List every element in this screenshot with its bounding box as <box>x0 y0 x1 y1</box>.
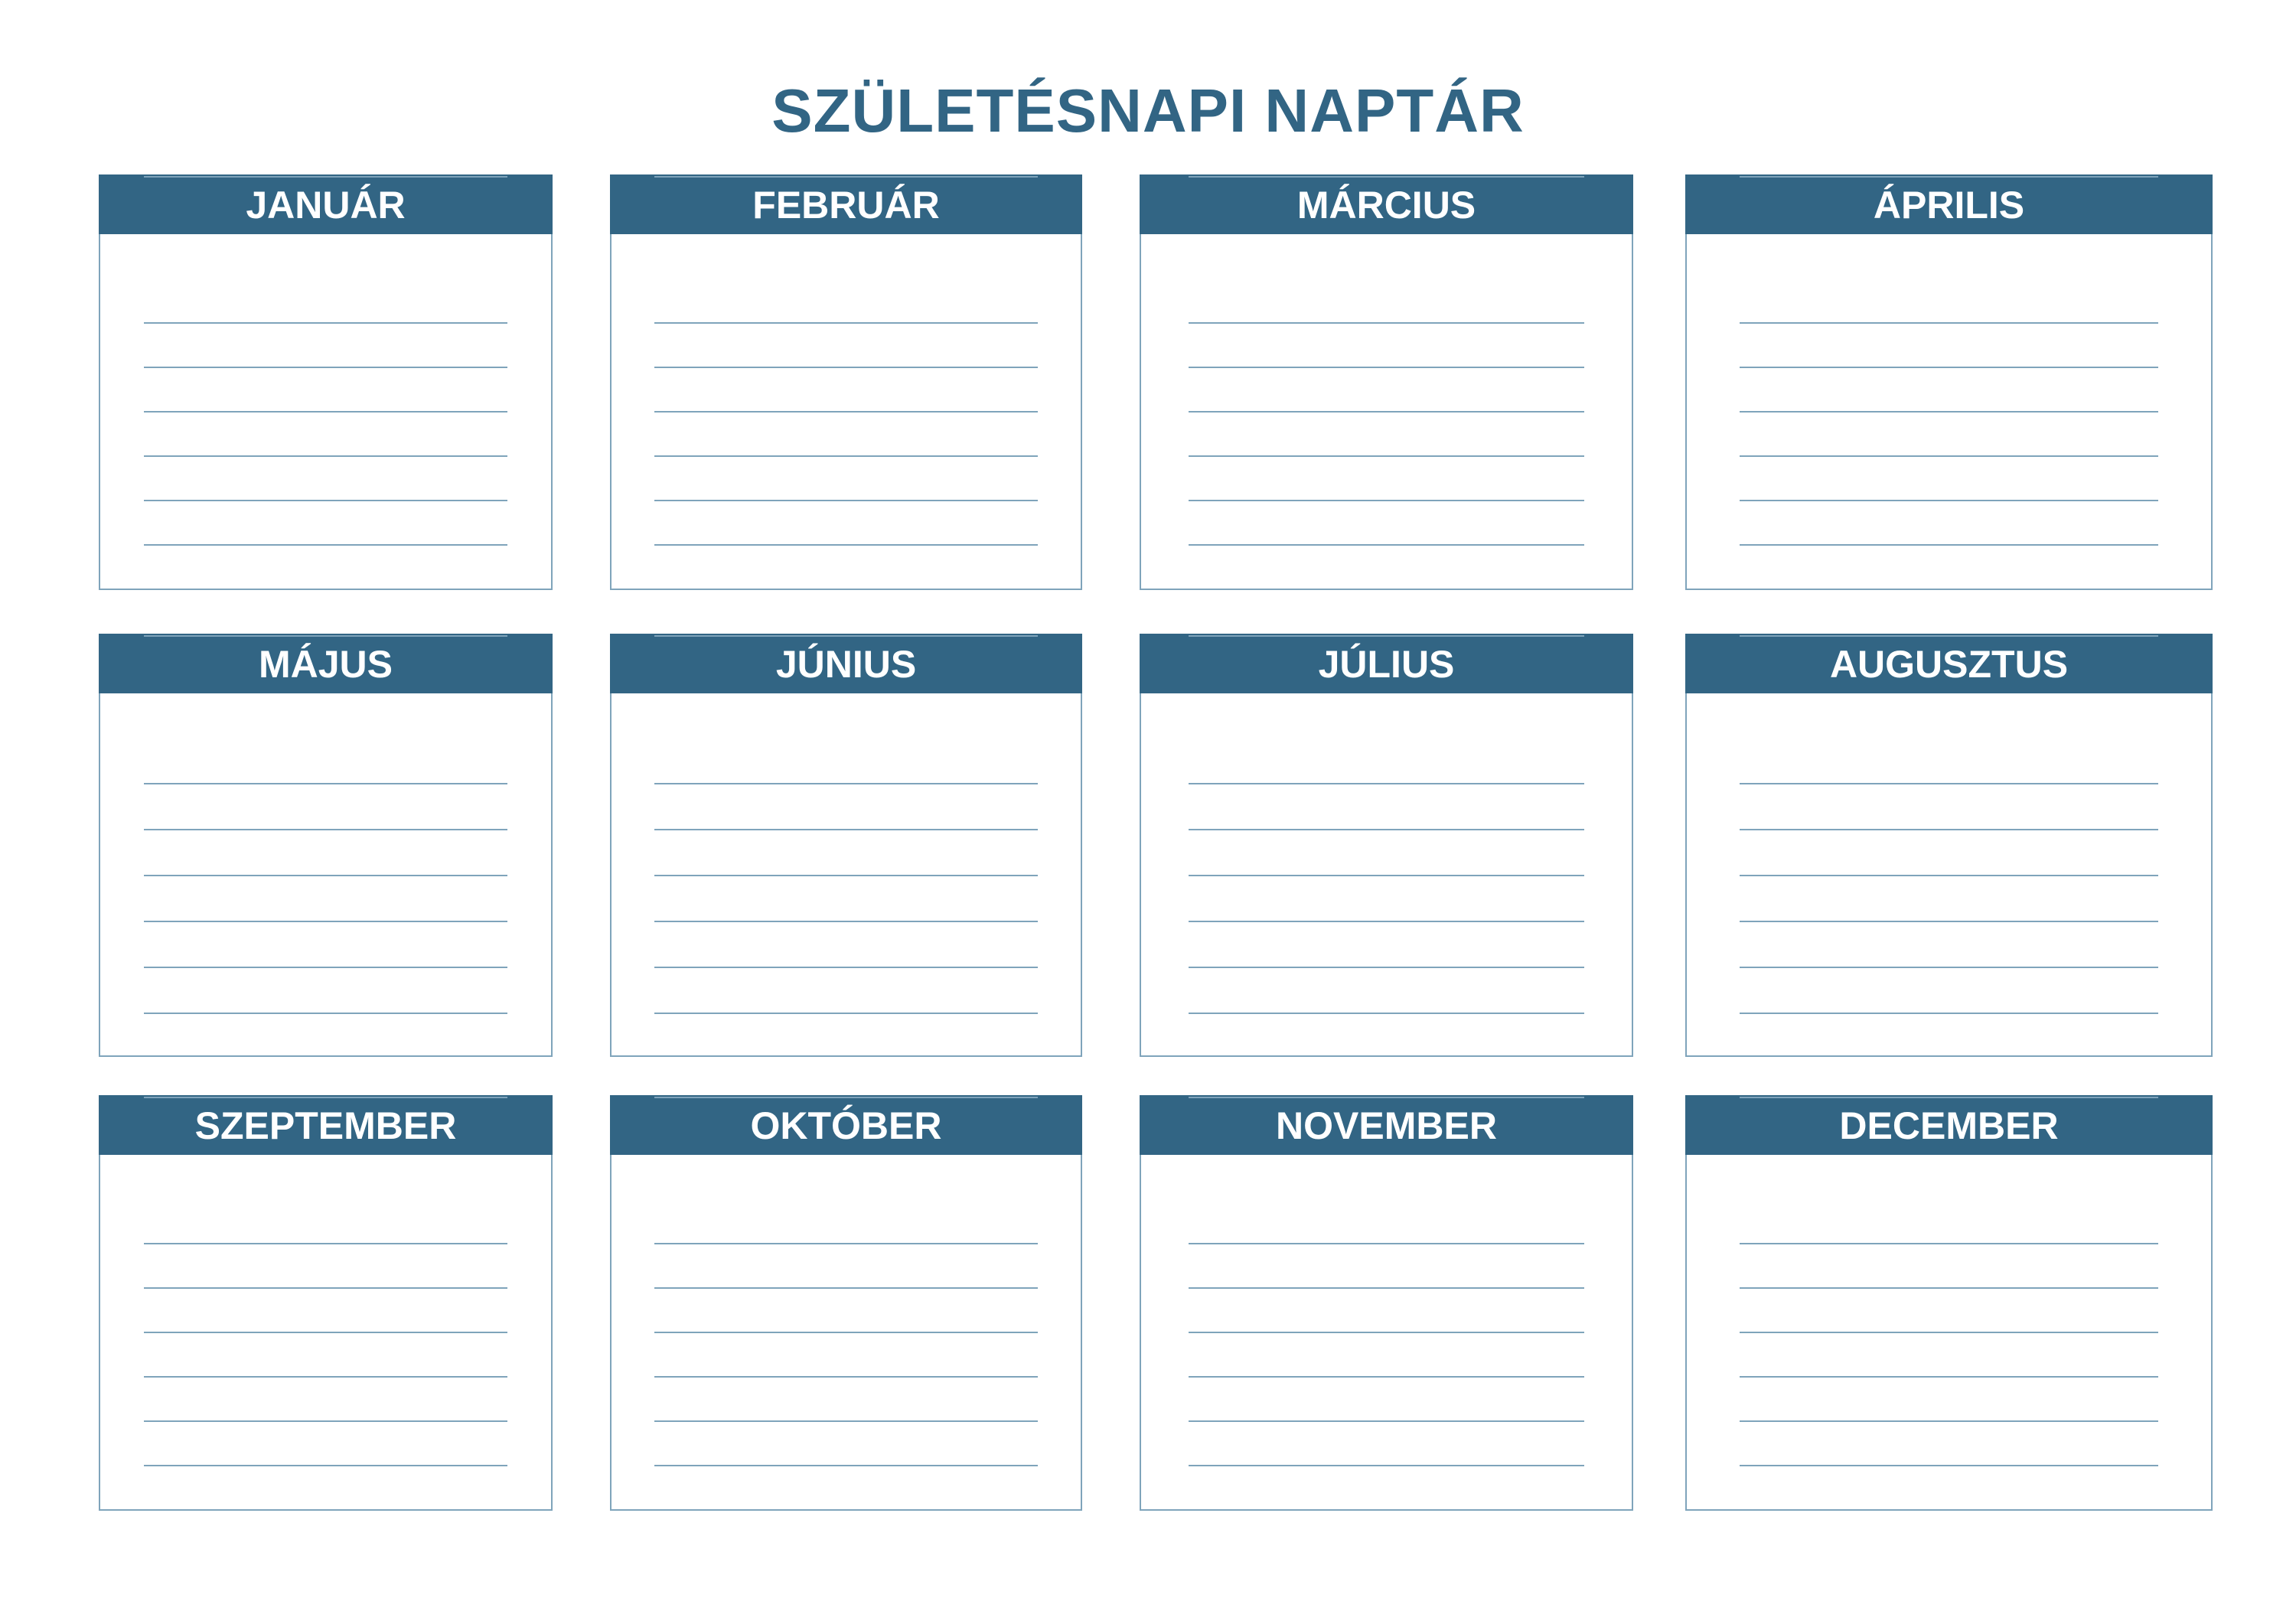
entry-line[interactable] <box>1189 875 1584 876</box>
entry-line[interactable] <box>1740 783 2158 784</box>
entry-line[interactable] <box>144 1420 507 1422</box>
entry-line[interactable] <box>654 921 1038 922</box>
entry-line[interactable] <box>144 1243 507 1244</box>
entry-line[interactable] <box>1740 829 2158 830</box>
entry-line[interactable] <box>1740 1097 2158 1098</box>
entry-line[interactable] <box>654 322 1038 324</box>
month-card-september <box>99 1095 553 1511</box>
entry-line[interactable] <box>1189 829 1584 830</box>
entry-line[interactable] <box>654 1097 1038 1098</box>
month-header: AUGUSZTUS <box>1685 634 2213 693</box>
entry-line[interactable] <box>654 829 1038 830</box>
entry-line[interactable] <box>144 500 507 501</box>
month-header: JÚLIUS <box>1140 634 1633 693</box>
entry-line[interactable] <box>144 322 507 324</box>
month-card-june <box>610 634 1082 1057</box>
month-header: DECEMBER <box>1685 1095 2213 1155</box>
entry-line[interactable] <box>654 500 1038 501</box>
month-header: FEBRUÁR <box>610 174 1082 234</box>
entry-line[interactable] <box>654 367 1038 368</box>
entry-line[interactable] <box>1740 455 2158 457</box>
entry-line[interactable] <box>1740 367 2158 368</box>
entry-line[interactable] <box>654 1420 1038 1422</box>
entry-line[interactable] <box>1189 1376 1584 1378</box>
entry-line[interactable] <box>654 176 1038 178</box>
entry-line[interactable] <box>1189 635 1584 637</box>
entry-line[interactable] <box>144 783 507 784</box>
entry-line[interactable] <box>1189 544 1584 546</box>
entry-line[interactable] <box>1740 1465 2158 1466</box>
entry-line[interactable] <box>1189 1420 1584 1422</box>
entry-line[interactable] <box>654 1287 1038 1289</box>
month-card-february <box>610 174 1082 590</box>
entry-line[interactable] <box>654 783 1038 784</box>
entry-line[interactable] <box>144 411 507 413</box>
entry-line[interactable] <box>1189 1013 1584 1014</box>
entry-line[interactable] <box>144 1287 507 1289</box>
entry-line[interactable] <box>144 967 507 968</box>
entry-line[interactable] <box>1740 176 2158 178</box>
entry-line[interactable] <box>654 1465 1038 1466</box>
page-title: SZÜLETÉSNAPI NAPTÁR <box>771 77 1525 145</box>
entry-line[interactable] <box>144 1097 507 1098</box>
entry-line[interactable] <box>654 1013 1038 1014</box>
entry-line[interactable] <box>1189 967 1584 968</box>
entry-line[interactable] <box>1189 1243 1584 1244</box>
entry-line[interactable] <box>654 455 1038 457</box>
entry-line[interactable] <box>654 411 1038 413</box>
month-header: ÁPRILIS <box>1685 174 2213 234</box>
month-card-november <box>1140 1095 1633 1511</box>
month-card-january <box>99 174 553 590</box>
month-card-july <box>1140 634 1633 1057</box>
entry-line[interactable] <box>144 829 507 830</box>
entry-line[interactable] <box>654 967 1038 968</box>
month-card-april <box>1685 174 2213 590</box>
entry-line[interactable] <box>144 544 507 546</box>
month-card-march <box>1140 174 1633 590</box>
entry-line[interactable] <box>1740 411 2158 413</box>
entry-line[interactable] <box>144 1013 507 1014</box>
entry-line[interactable] <box>1740 635 2158 637</box>
entry-line[interactable] <box>1189 1287 1584 1289</box>
entry-line[interactable] <box>1189 411 1584 413</box>
entry-line[interactable] <box>654 1332 1038 1333</box>
month-card-october <box>610 1095 1082 1511</box>
entry-line[interactable] <box>144 875 507 876</box>
entry-line[interactable] <box>1189 455 1584 457</box>
entry-line[interactable] <box>1740 500 2158 501</box>
month-header: SZEPTEMBER <box>99 1095 553 1155</box>
entry-line[interactable] <box>654 1243 1038 1244</box>
entry-line[interactable] <box>144 176 507 178</box>
month-header: JANUÁR <box>99 174 553 234</box>
entry-line[interactable] <box>1189 921 1584 922</box>
entry-line[interactable] <box>654 544 1038 546</box>
month-header: MÁJUS <box>99 634 553 693</box>
month-header: MÁRCIUS <box>1140 174 1633 234</box>
entry-line[interactable] <box>1740 967 2158 968</box>
entry-line[interactable] <box>1740 1013 2158 1014</box>
month-card-may <box>99 634 553 1057</box>
entry-line[interactable] <box>1189 500 1584 501</box>
entry-line[interactable] <box>1740 1332 2158 1333</box>
entry-line[interactable] <box>144 1332 507 1333</box>
entry-line[interactable] <box>1189 1465 1584 1466</box>
entry-line[interactable] <box>144 921 507 922</box>
month-header: NOVEMBER <box>1140 1095 1633 1155</box>
entry-line[interactable] <box>1740 322 2158 324</box>
month-card-august <box>1685 634 2213 1057</box>
month-header: OKTÓBER <box>610 1095 1082 1155</box>
entry-line[interactable] <box>1189 783 1584 784</box>
entry-line[interactable] <box>1740 1243 2158 1244</box>
entry-line[interactable] <box>1189 322 1584 324</box>
entry-line[interactable] <box>144 1376 507 1378</box>
entry-line[interactable] <box>1740 1420 2158 1422</box>
entry-line[interactable] <box>654 1376 1038 1378</box>
month-header: JÚNIUS <box>610 634 1082 693</box>
entry-line[interactable] <box>1189 1332 1584 1333</box>
entry-line[interactable] <box>1189 176 1584 178</box>
entry-line[interactable] <box>654 635 1038 637</box>
entry-line[interactable] <box>1189 367 1584 368</box>
entry-line[interactable] <box>144 1465 507 1466</box>
entry-line[interactable] <box>1740 1287 2158 1289</box>
entry-line[interactable] <box>1740 1376 2158 1378</box>
entry-line[interactable] <box>144 367 507 368</box>
entry-line[interactable] <box>1740 921 2158 922</box>
month-card-december <box>1685 1095 2213 1511</box>
entry-line[interactable] <box>144 635 507 637</box>
entry-line[interactable] <box>1740 875 2158 876</box>
entry-line[interactable] <box>144 455 507 457</box>
entry-line[interactable] <box>1740 544 2158 546</box>
entry-line[interactable] <box>654 875 1038 876</box>
entry-line[interactable] <box>1189 1097 1584 1098</box>
